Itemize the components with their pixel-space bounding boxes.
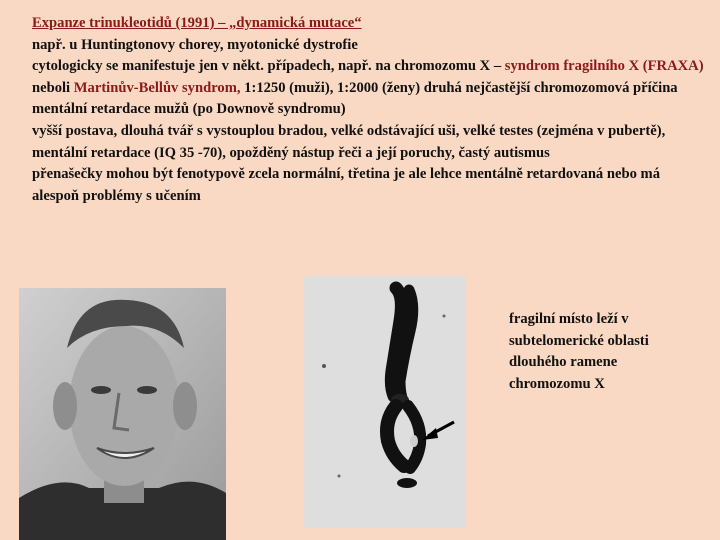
patient-photo-drawing <box>19 288 226 540</box>
patient-photo <box>19 288 226 540</box>
carriers-paragraph: přenašečky mohou být fenotypově zcela normální, třetina je ale lehce mentálně retardovaná nebo má alespoň problémy s učením <box>32 166 660 204</box>
martin-bell-name: Martinův-Bellův syndrom, <box>73 79 241 96</box>
cytology-paragraph <box>32 56 704 121</box>
cytology-text-c: 1:1250 (muži), 1:2000 (ženy) druhá nejčastější chromozomová příčina mentální retardace mužů (po Downově syndromu) <box>32 79 678 118</box>
cytology-text-a: cytologicky se manifestuje jen v někt. případech, např. na chromozomu X – <box>32 58 505 75</box>
chromosome-image <box>304 276 466 528</box>
chromosome-drawing <box>304 276 466 528</box>
chromosome-caption: fragilní místo leží v subtelomerické oblasti dlouhého ramene chromozomu X <box>509 311 649 392</box>
syndrome-name: syndrom fragilního X (FRAXA) <box>504 58 704 75</box>
slide-heading: Expanze trinukleotidů (1991) – „dynamická mutace“ <box>32 15 362 31</box>
phenotype-paragraph: vyšší postava, dlouhá tvář s vystouplou bradou, velké odstávající uši, velké testes (zejména v pubertě), mentální retardace (IQ 35 -70), opožděný nástup řeči a její poruchy, častý autismus <box>32 122 666 161</box>
cytology-text-b: neboli <box>32 79 74 96</box>
slide-text <box>32 13 704 207</box>
example-line: např. u Huntingtonovy chorey, myotonické dystrofie <box>32 36 358 53</box>
